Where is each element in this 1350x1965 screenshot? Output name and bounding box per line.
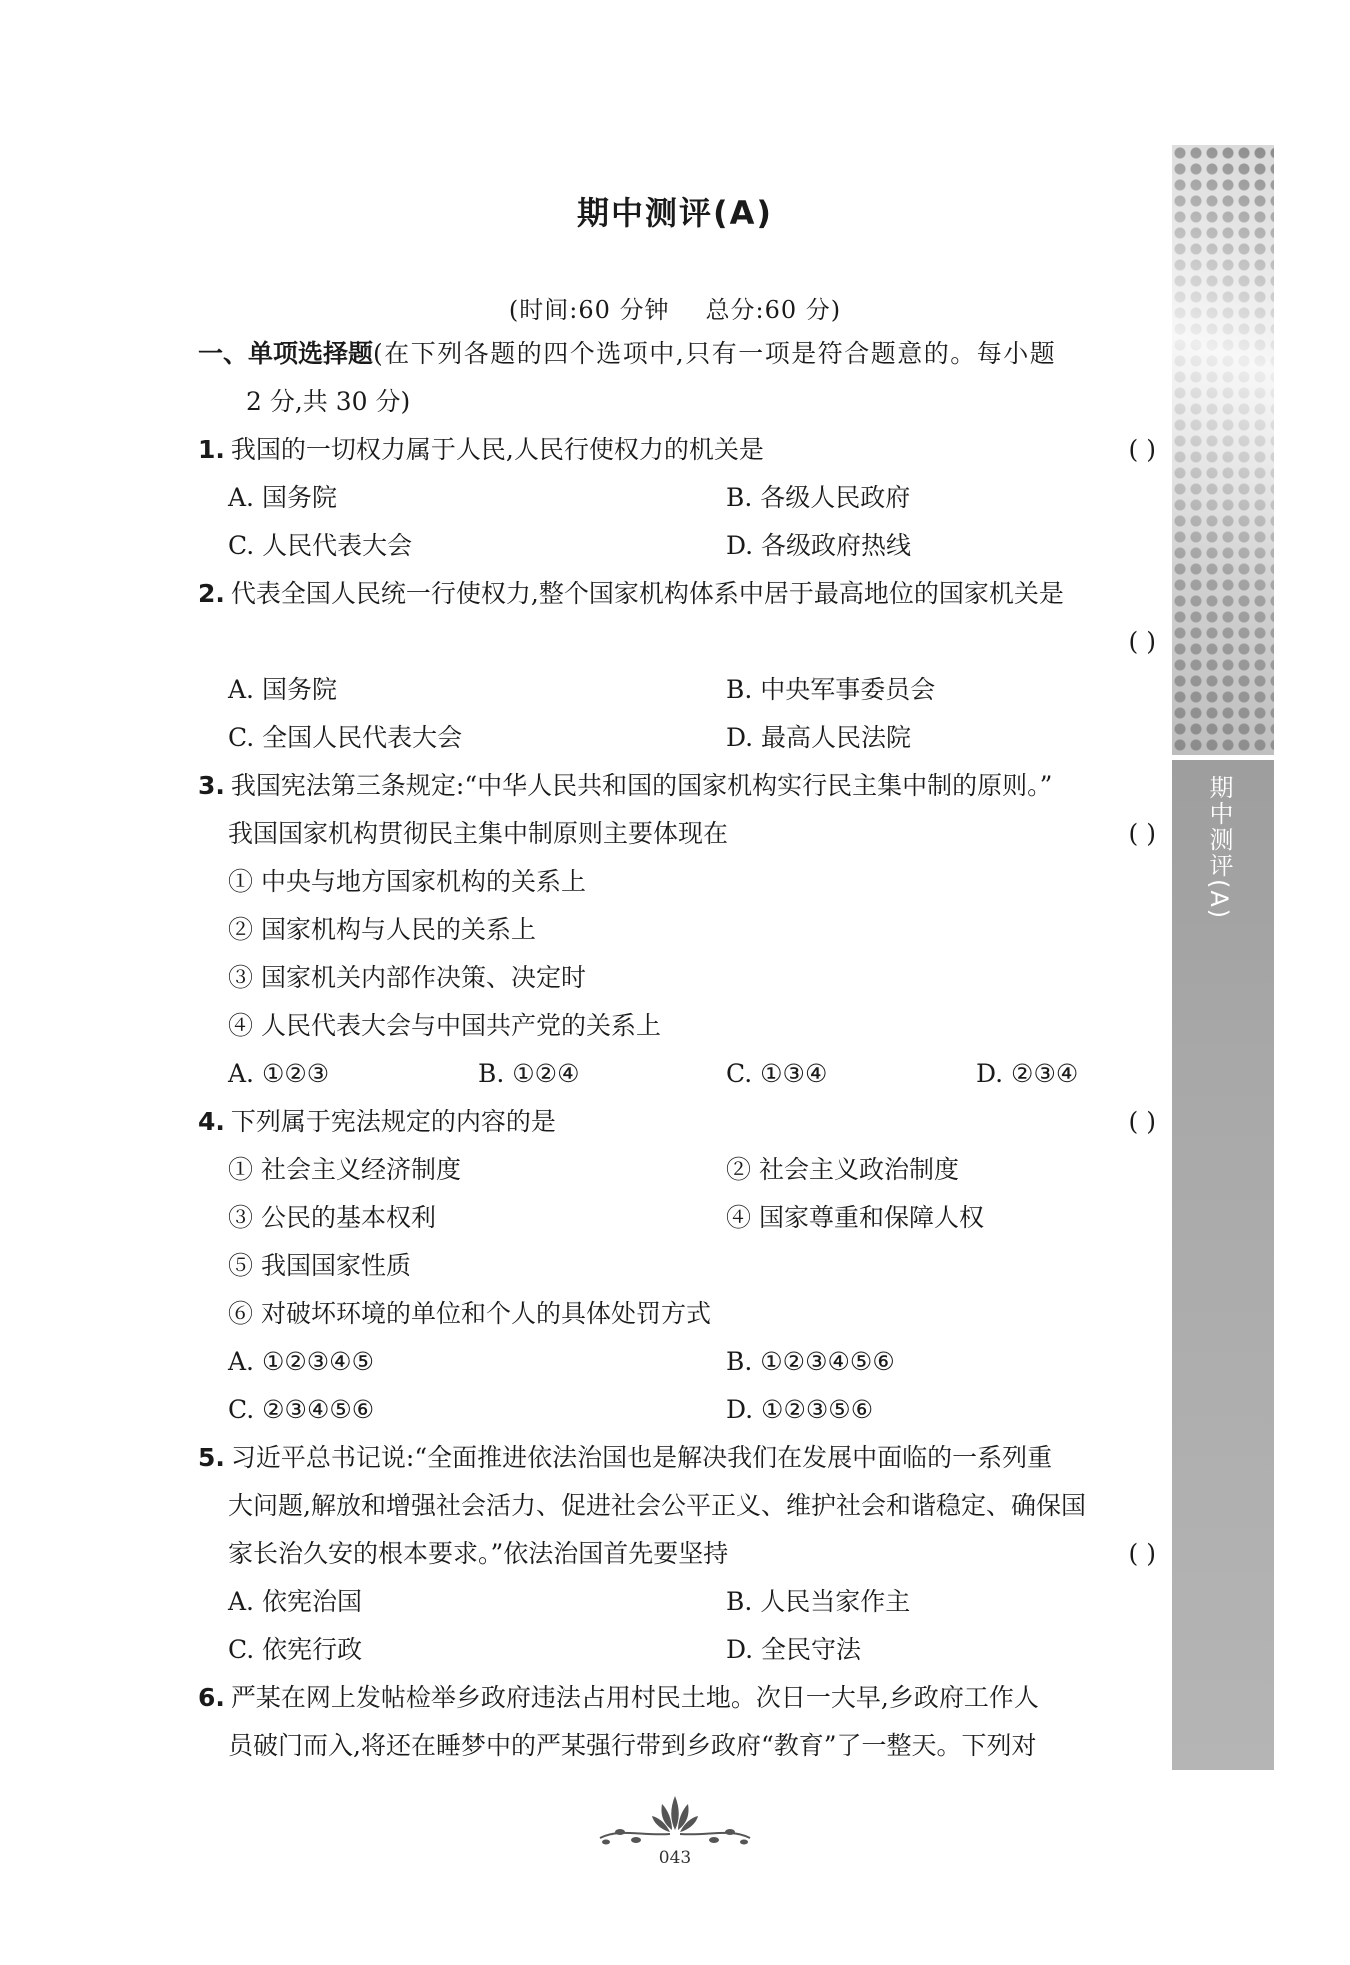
question-text: 我国的一切权力属于人民,人民行使权力的机关是 [230,435,764,464]
option-a: A. 依宪治国 [228,1587,362,1616]
option-c: C. 依宪行政 [228,1635,363,1664]
question-text: 习近平总书记说:“全面推进依法治国也是解决我们在发展中面临的一系列重 [230,1443,1053,1472]
statement-3: ③ 公民的基本权利 [228,1203,436,1232]
question-number: 5. [198,1443,225,1472]
page-number: 043 [658,1848,692,1868]
statement-3: ③ 国家机关内部作决策、决定时 [228,963,586,992]
section-note-cont: 2 分,共 30 分) [246,387,411,416]
section-note: (在下列各题的四个选项中,只有一项是符合题意的。每小题 [373,339,1057,368]
statement-4: ④ 国家尊重和保障人权 [726,1203,984,1232]
question-text: 我国宪法第三条规定:“中华人民共和国的国家机构实行民主集中制的原则。” [230,771,1053,800]
question-6 [198,1674,1156,1722]
statements-row [198,1146,1156,1194]
question-number: 6. [198,1683,225,1712]
question-text: 严某在网上发帖检举乡政府违法占用村民土地。次日一大早,乡政府工作人 [230,1683,1039,1712]
option-c: C. ②③④⑤⑥ [228,1395,375,1424]
statement-2: ② 国家机构与人民的关系上 [228,915,536,944]
option-a: A. ①②③ [228,1059,330,1088]
exam-time: (时间:60 分钟 [508,296,670,324]
option-b: B. 中央军事委员会 [726,675,936,704]
statement-2: ② 社会主义政治制度 [726,1155,959,1184]
question-4 [198,1098,1156,1146]
question-text: 家长治久安的根本要求。”依法治国首先要坚持 [228,1539,729,1568]
question-text-cont [198,810,1156,858]
answer-bracket: ( ) [1128,1539,1156,1568]
option-d: D. 各级政府热线 [726,531,912,560]
side-tab-label: 期中测评(A) [1205,775,1233,921]
question-number: 1. [198,435,225,464]
option-a: A. 国务院 [228,675,337,704]
question-text-cont: 大问题,解放和增强社会活力、促进社会公平正义、维护社会和谐稳定、确保国 [228,1491,1086,1520]
options-row [198,666,1156,714]
answer-bracket: ( ) [1128,819,1156,848]
options-row [198,1578,1156,1626]
options-row [198,474,1156,522]
option-b: B. ①②④ [478,1059,580,1088]
option-c: C. ①③④ [726,1059,828,1088]
exam-info [0,290,1350,325]
question-text: 代表全国人民统一行使权力,整个国家机构体系中居于最高地位的国家机关是 [230,579,1064,608]
options-row [198,1338,1156,1386]
exam-score: 总分:60 分) [705,296,842,324]
options-row [198,714,1156,762]
bracket-line [198,618,1156,666]
option-b: B. ①②③④⑤⑥ [726,1347,895,1376]
option-d: D. 全民守法 [726,1635,862,1664]
question-3 [198,762,1156,810]
leaf-ornament-icon [590,1790,760,1850]
option-c: C. 人民代表大会 [228,531,413,560]
question-5 [198,1434,1156,1482]
options-row [198,1386,1156,1434]
option-d: D. 最高人民法院 [726,723,912,752]
option-b: B. 人民当家作主 [726,1587,911,1616]
option-c: C. 全国人民代表大会 [228,723,463,752]
option-d: D. ①②③⑤⑥ [726,1395,874,1424]
question-number: 3. [198,771,225,800]
answer-bracket: ( ) [1128,1107,1156,1136]
section-heading [198,330,1156,378]
statement-6: ⑥ 对破坏环境的单位和个人的具体处罚方式 [228,1299,711,1328]
statement-1: ① 中央与地方国家机构的关系上 [228,867,586,896]
option-a: A. 国务院 [228,483,337,512]
side-decoration [1172,145,1274,755]
exam-content [198,330,1156,1770]
statement-5: ⑤ 我国国家性质 [228,1251,411,1280]
section-title: 一、单项选择题 [198,339,374,368]
options-row [198,1626,1156,1674]
option-d: D. ②③④ [976,1059,1079,1088]
question-text-cont [198,1530,1156,1578]
statement-1: ① 社会主义经济制度 [228,1155,461,1184]
question-2 [198,570,1156,618]
statement-4: ④ 人民代表大会与中国共产党的关系上 [228,1011,661,1040]
question-number: 4. [198,1107,225,1136]
options-row [198,1050,1156,1098]
question-1 [198,426,1156,474]
answer-bracket: ( ) [1128,435,1156,464]
side-decoration-fade [1172,145,1274,755]
statements-row [198,1194,1156,1242]
option-b: B. 各级人民政府 [726,483,911,512]
option-a: A. ①②③④⑤ [228,1347,375,1376]
question-text-cont: 员破门而入,将还在睡梦中的严某强行带到乡政府“教育”了一整天。下列对 [228,1731,1037,1760]
question-text: 我国国家机构贯彻民主集中制原则主要体现在 [228,819,729,848]
page-title: 期中测评(A) [576,194,774,232]
options-row [198,522,1156,570]
question-text: 下列属于宪法规定的内容的是 [230,1107,556,1136]
answer-bracket: ( ) [1128,627,1156,656]
question-number: 2. [198,579,225,608]
